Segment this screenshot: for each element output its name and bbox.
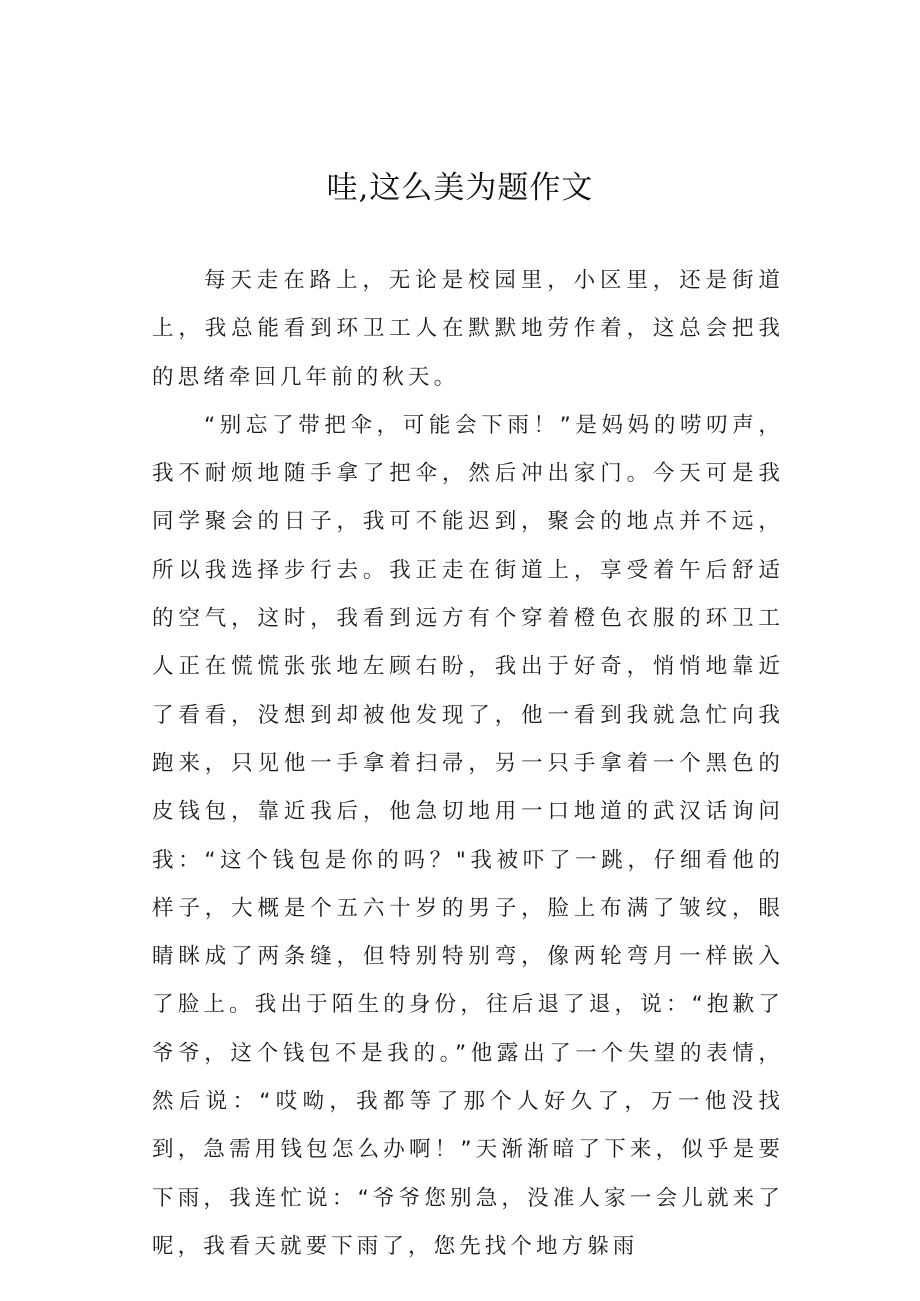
paragraph-1: 每天走在路上，无论是校园里，小区里，还是街道上，我总能看到环卫工人在默默地劳作着，这总会把我的思绪牵回几年前的秋天。 [152, 268, 784, 390]
document-body [152, 257, 784, 1271]
document-title: 哇,这么美为题作文 [326, 170, 594, 206]
paragraph-2: “别忘了带把伞，可能会下雨！”是妈妈的唠叨声，我不耐烦地随手拿了把伞，然后冲出家门。今天可是我同学聚会的日子，我可不能迟到，聚会的地点并不远，所以我选择步行去。我正走在街道上，享受着午后舒适的空气，这时，我看到远方有个穿着橙色衣服的环卫工人正在慌慌张张地左顾右盼，我出于好奇，悄悄地靠近了看看，没想到却被他发现了，他一看到我就急忙向我跑来，只见他一手拿着扫帚，另一只手拿着一个黑色的皮钱包，靠近我后，他急切地用一口地道的武汉话询问我：“这个钱包是你的吗？"我被吓了一跳，仔细看他的样子，大概是个五六十岁的男子，脸上布满了皱纹，眼睛眯成了两条缝，但特别特别弯，像两轮弯月一样嵌入了脸上。我出于陌生的身份，往后退了退，说：“抱歉了爷爷，这个钱包不是我的。”他露出了一个失望的表情，然后说：“哎呦，我都等了那个人好久了，万一他没找到，急需用钱包怎么办啊！”天渐渐暗了下来，似乎是要下雨，我连忙说：“爷爷您别急，没准人家一会儿就来了呢，我看天就要下雨了，您先找个地方躲雨 [152, 412, 784, 1259]
